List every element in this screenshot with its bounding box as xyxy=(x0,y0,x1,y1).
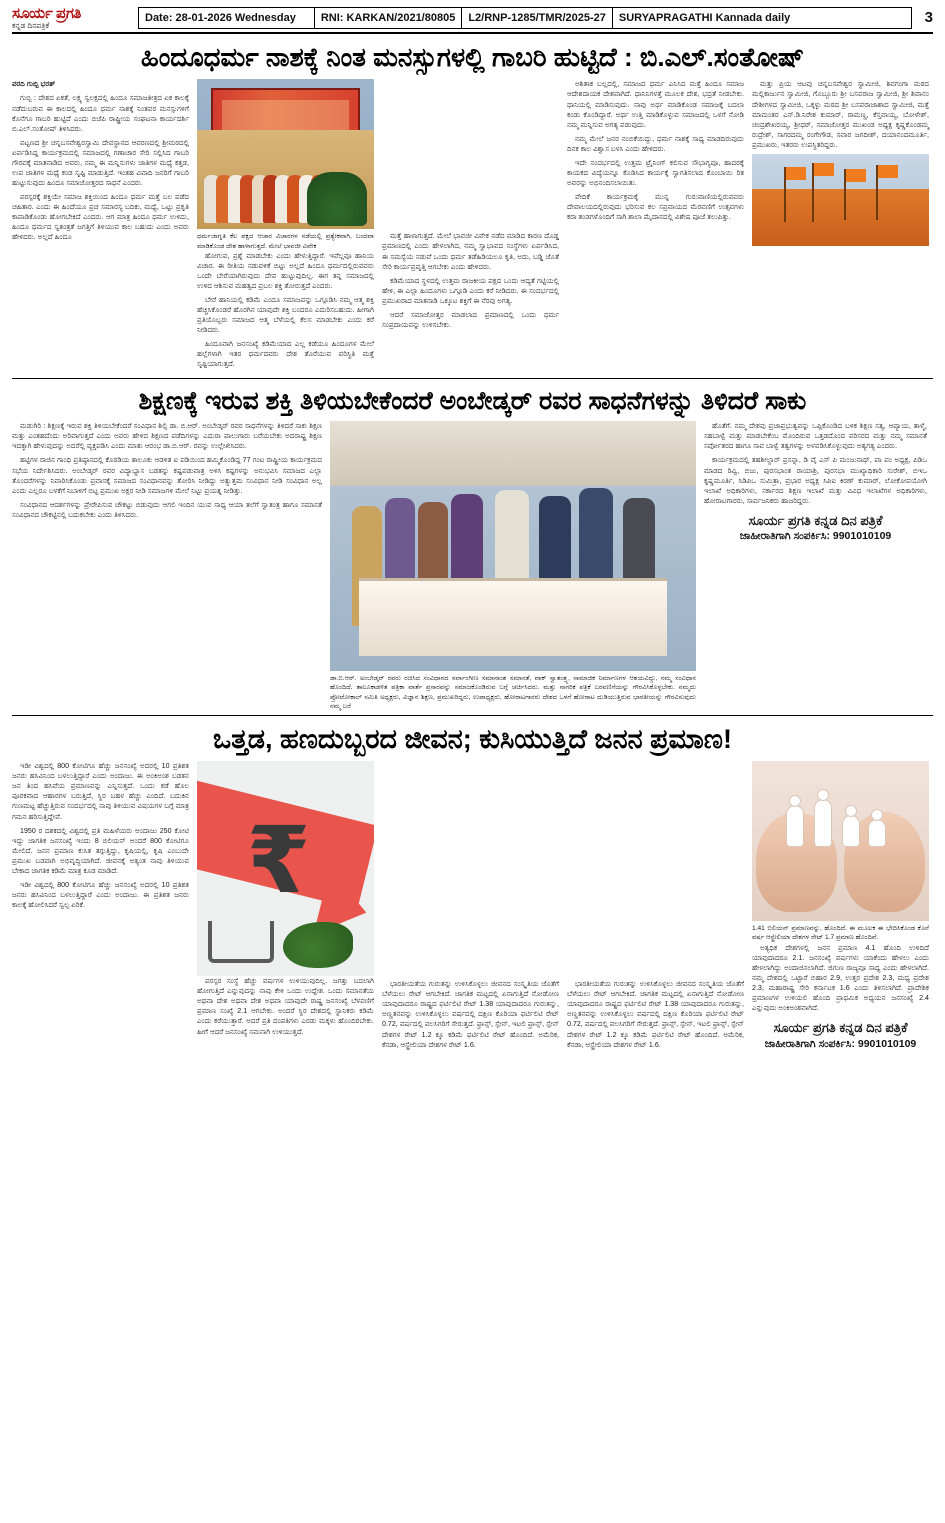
article3-column-5 xyxy=(752,761,929,1053)
article3-body xyxy=(12,761,933,1053)
daily-name: SURYAPRAGATHI Kannada daily xyxy=(612,7,912,29)
leaf-icon xyxy=(283,922,353,968)
registration-number: L2/RNP-1285/TMR/2025-27 xyxy=(461,7,613,29)
article1-column-3 xyxy=(382,79,559,373)
article1-photo xyxy=(197,79,374,229)
article1-column-5 xyxy=(752,79,929,373)
rupee-symbol-icon: ₹ xyxy=(246,806,311,914)
article1-para: ನಮ್ಮ ಮೇಲೆ ಜನರ ನಂಬಿಕೆಯಿದ್ದು, ಧರ್ಮ ನಾಶಕ್ಕೆ ಸಾಧ್ಯ ಮಾಡದಿರುವುದು ದಿನಕ ಕಾಲ ವಿಶ್ವಾಸ ಬಳಸಿ ಎಂದು ಹೇಳಿದರು. xyxy=(567,134,744,153)
article3-para: ಪರಸ್ಪರ ಸಂಸ್ಥೆ ಹೆಚ್ಚು ವರ್ಷಗಳ ಉಳಿಯುವುದಿಲ್ಲ. ಜಗತ್ತು ಬದಲಾಗಿ ಹೋಗುತ್ತಿದೆ ಎನ್ನುವುದನ್ನು ನಾವು ಕೇಳಿ ಒಂದು ಉದ್ದೇಶ. ಒಂದು ಸಮಾನತೆಯ ಅಥವಾ ದೇಶ ಅಥವಾ ದೇಶ ಅಥವಾ ಯಾವುದೇ ರಾಷ್ಟ್ರ ಜನಸಂಖ್ಯೆ ಬೆಳವಣಿಗೆ ಪ್ರಮಾಣ ಸಂಖ್ಯೆ 2.1 ಆಗಬೇಕು. ಅಂದರೆ ಸ್ಥಿರ ದೇಶದಲ್ಲಿ ಸ್ಥಾನಿಕರು ಕಡಿಮೆ ಎಂದು ಕರೆಯುತ್ತಾರೆ. ಅದರೆ ಪ್ರತಿ ದಂಪತಿಗಳು ಎರಡು ಮಕ್ಕಳು ಹೊಂದಿರಬೇಕು. ಹೀಗೆ ಆದರೆ ಜನಸಂಖ್ಯೆ ಸಮನಾಗಿ ಉಳಿಯುತ್ತದೆ. xyxy=(197,977,374,1036)
article1-para: ಬೇರೆ ಹಾನಿಯಲ್ಲಿ ಕಡಿಮೆ ಎಂದೂ ಸಮಾಜವನ್ನು ಒಗ್ಗೂಡಿಸಿ ನಮ್ಮ ಆತ್ಮ ಶಕ್ತಿ ಹೆಚ್ಚಿಸಿಕೊಂಡರೆ ಹೊರಗಿನ ಯಾವುದೇ ಶಕ್ತಿ ಬಂದರೂ ಎದುರಿಸಬಹುದು. ಹೀಗಾಗಿ ಪ್ರತಿಯೊಬ್ಬರು ಸಮಾಜದ ಆತ್ಮ ಬೆಳೆಯಲ್ಲಿ ಕೆಲಸ ಮಾಡಬೇಕು ಎಂದು ಕರೆ ನೀಡಿದರು. xyxy=(197,296,374,335)
logo-subtitle: ಕನ್ನಡ ದಿನಪತ್ರಿಕೆ xyxy=(12,21,50,30)
article2-contact-block xyxy=(704,512,927,544)
article1-para: ಅಶಿತಾಕ ಬಲ್ಲದಲ್ಲಿ, ಸಮಾಜದ ಧರ್ಮ ಎನಿಸಿದ ಮತ್ತೆ ಹಿಂದೂ ಸಮಾಜ ಆದೇಶದಾಯಕ ದೇಶವಾಗಿದೆ. ಧಾನಿನಿಗಳತ್ತೆ ಮೂಲಕ ದೇಶ, ಭದ್ರತೆ ನೀಡಬೇಕು. ಧಾನಿಯಲ್ಲಿ ಮಾಡಿಸುವುದು. ನಾವು ಅರ್ಥ ಮಾಡಿಕೊಂಡ ಸಮಾಜಕ್ಕೆ ಬದಲಾ ಕಂಡು ಕೊಂಡಿದ್ದಾರೆ. ಅರ್ಥ ಉತ್ತಿ ಮಾಡಿಕೊಳ್ಳುವ ಸಮಾಜದಲ್ಲಿ ಒಳಗೆ ನೋಡಿ ನಮ್ಮ ಮನ್ನಿಸುವ ಅಗತ್ಯ ಪಡುವುದು. xyxy=(567,80,744,129)
article2-center xyxy=(330,421,696,711)
article1-column-1 xyxy=(12,79,189,373)
article2-photo xyxy=(330,421,696,671)
article2-body xyxy=(12,421,933,711)
article1-column-4 xyxy=(567,79,744,373)
decorative-plant xyxy=(307,172,367,226)
article1-column-2 xyxy=(197,79,374,373)
article2-para: ಮಡುಗಿರಿ : ಶಿಕ್ಷಣಕ್ಕೆ ಇರುವ ಶಕ್ತಿ ತಿಳಿಯಬೇಕೆಂದರೆ ಸಂವಿಧಾನ ಶಿಲ್ಪಿ ಡಾ. ಬಿ.ಆರ್. ಅಂಬೇಡ್ಕರ್ ರವರ ಸಾಧನೆಗಳನ್ನು ತಿಳಿದರೆ ಸಾಕು ಶಿಕ್ಷಣ ಮತ್ತು ಎಂತಹದೆಂದು ಅರಿವಾಗುತ್ತದೆ ಎಂದು ಅವರು ಹೇಳಿದ ಶಿಕ್ಷಣದ ಪಡೆದಿಗಳನ್ನು ಎದುರಾ ಪಾಲುಗಾರು ಬರೆಯಬೇಕು ಅದರಾಷ್ಟ್ರ ಶಿಕ್ಷಣ ಇದಕ್ಕಾಗಿ ಹೇಳುವುದನ್ನು ಅದರೆಲ್ಲಿ ವ್ಯಕ್ತಪಡಿಸಿ ಎಂದು ಮಾತು ಆರಂಭ ಡಾ.ಬಿ.ಆರ್. ರವನ್ನು ಉಲ್ಲೇಖಿಸಿದರು. xyxy=(12,422,322,451)
publication-date: Date: 28-01-2026 Wednesday xyxy=(138,7,315,29)
article1-para: ಪರಸ್ಪರಕ್ಕೆ ಶಕ್ತಿಯೇ ಸಮಾಜ ಶಕ್ತಿಯಿಂದ ಹಿಂದೂ ಧರ್ಮ ಮತ್ತೆ ಬಲ ಪಡೆದ ಚಹಿತಾರ. ಎಂದು ಈ ಹಿಂದೆಯೂ ಪ್ರಚ ಸಮಾರಸ್ಯ ಬದಿಕು, ಮಧ್ಯೆ, ಒಟ್ಟು ಪ್ರಕೃತಿ ಕಾಪಾಡಿಕೊಂಡು ಹೋಗಬೇಕಿದೆ ಎಂದರು. ಆಗ ಮಾತ್ರ ಹಿಂದೂ ಧರ್ಮ ಉಳಿದು, ಹಿಂದೂ ಧರ್ಮದ ಸ್ವತಂತ್ರತೆ ಜಗತ್ತಿಗೆ ತಿಳಿಯುವ ಕಾಲ ಬಹುದು ಎಂದು ಅವರು ಹೇಳಿದರು. ಅಲ್ಲದೆ ಹಿಂದೂ xyxy=(12,193,189,242)
article1-para: ಹೋಗುವ, ಪ್ರಶ್ನೆ ಮಾಡಬೇಕು ಎಂದು ಹೇಳುತ್ತಿದ್ದಾರೆ. ಇವೆಲ್ಲವೂ ಹಾನಿಯ ವಿಚಾರ. ಈ ರೀತಿಯ ನಡುವಳಿಕೆ ಬಿಟ್ಟು ಅಲ್ಲದೆ ಹಿಂದೂ ಧರ್ಮದಲ್ಲಿರುವವರು ಒಂದೇ ಬೇರೆಯಾಗಿರುವುದು ದೇವ ಹುಟ್ಟುವುದಿಲ್ಲ. ಈಗ ತನ್ನ ಸಮಾಜದಲ್ಲಿ ಉಳಿದ ಆಶಿಸುವ ಮಹತ್ವದ ಪ್ರಬಲ ಶಕ್ತಿ ತೋರುತ್ತದೆ ಎಂದರು. xyxy=(197,251,374,291)
article3-para: ಅತ್ಯಧಿಕ ದೇಶಗಳಲ್ಲಿ ಜನನ ಪ್ರಮಾಣ 4.1 ಹೊಂದಿ ಉಳಿದಿದೆ ಯಾವುದಾದರೂ 2.1. ಜನಸಂಖ್ಯೆ ವರ್ಷಗಳು ಯಾಕೆಂದು ಹೇಳಲು ಎಂದು ಹೇಳಲಾಗಿದ್ದು ಅಂದಾಜಿಸಲಾಗಿದೆ. ಜಿಗುಣ ರಾಜ್ಯವೂ ಸಾಧ್ಯ ಎಂದು ಹೇಳಲಾಗಿದೆ. ನಮ್ಮ ದೇಶದಲ್ಲಿ ಒಟ್ಟಾರೆ ಬಿಹಾರ 2.9, ಉತ್ತರ ಪ್ರದೇಶ 2.3, ಮಧ್ಯ ಪ್ರದೇಶ 2.3, ಮಹಾರಾಷ್ಟ್ರ ಸೇರಿ ಕರ್ನಾಟಕ 1.6 ಎಂದು ತಿಳಿಸಲಾಗಿದೆ. ಪ್ರಾದೇಶಿಕ ಪ್ರಮಾಣಗಳ ಉಳಿಯಲಿ ಹೊಂದಿ ಪ್ರಾಥಮಿಕ ಅಧ್ಯಯನ ಜನಸಂಖ್ಯೆ 2.4 ಎನ್ನುವುದು ಅಂಕಿಅಂಶವಾಗಿದೆ. xyxy=(752,943,929,1012)
article3-column-3 xyxy=(382,761,559,1053)
article1-para: ಇದೇ ಸಂದರ್ಭದಲ್ಲಿ ಉತ್ತಮ ಟ್ರೈನಿಂಗ್ ಕಲಿಸುವ ಸೌಭಾಗ್ಯವೂ, ಹಾದರಕ್ಕೆ ಕಾಯಕದ ವಿದ್ಯೆಯನ್ನೂ ಕೊಡಿಸಿದ ಕಾರ್ಯಕ್ಕೆ ಸ್ವಾಗತಿಸಲಾದ ಕೊಂಬಾಯಿ ರಿತ ಅವರನ್ನು ಅಭಿನಂದಿಸಲಾಯಿತು. xyxy=(567,158,744,187)
shopping-cart-icon xyxy=(208,921,274,963)
newspaper-logo xyxy=(12,6,132,30)
article1-headline: ಹಿಂದೂಧರ್ಮ ನಾಶಕ್ಕೆ ನಿಂತ ಮನಸ್ಸುಗಳಲ್ಲಿ ಗಾಬರಿ ಹುಟ್ಟಿದೆ : ಬಿ.ಎಲ್.ಸಂತೋಷ್ xyxy=(140,41,805,72)
article2-column-left xyxy=(12,421,322,711)
tent-canopy xyxy=(330,421,696,486)
article1-para: ಮತ್ತು ಪ್ರಿಯ ಆಟವು ಚನ್ನಬಸವೇಶ್ವರ ಸ್ವಾಮೀಜಿ, ಶಿವಗಂಗಾ ಮಠದ ಮಲ್ಲಿಕಾರ್ಜುನ ಸ್ವಾಮೀಜಿ, ಗೊಬ್ಬೂರು ಶ್ರೀ ಬಸವರಾಜ ಸ್ವಾಮೀಜಿ, ಶ್ರೀ ಶಿವಾನಂ ದೇಶೀಗಳದ ಸ್ವಾಮೀಜಿ, ಒಕ್ಕಳ್ಳು ಮಠದ ಶ್ರೀ ಬಸವರಾಜಾಶಾದ ಸ್ವಾಮೀಜಿ, ಮತ್ತೆ ಮಾಮಂತರ ಎಸ್.ಡಿ.ನಿರೇಶ ಕುಮಾರ್, ರಾಮಣ್ಣ, ಕೆಸ್ತವಾಯ್ಯ, ಬೋಳೇಶ್, ಚಂದ್ರಶೇಖರಯ್ಯ, ಶ್ರೀಧರ್, ಸಮಾಜೋತ್ತರ ಮುಖಂಡ ಅಧ್ಯಕ್ಷ ಕೃಷ್ಣಕೊಂಡಮ್ಮ ರುದ್ರೇಶ್, ಸಾಗರದಮ್ಮ ರಂಗೇಗೌಡ, ಸವಾರ ಜಗದೀಶ್, ದಯಾನಂದಮೂರ್ತಿ, ಪ್ರಮುಖರು, ಇತರರು ಉಪಸ್ಥಿತರಿದ್ದರು. xyxy=(752,80,929,149)
article2-para: ಕಾರ್ಯಕ್ರಮದಲ್ಲಿ ತಹಶೀಲ್ದಾರ್ ಪ್ರಸನ್ನಾ, ಡಿ ವೈ ಎಸ್ ಪಿ ಮಂಜುನಾಥ್, ಪಾ ಪಂ ಅಧ್ಯಕ್ಷ, ಪಿಡಿಒ ಮಾಡದ ರಿವ್ವಿ, ಬಿಜು, ಪುರಸಭಾಂತ ರಾಯಾಶ್ರಿ, ಪುರಸಭಾ ಮುಖ್ಯಾಧಿಕಾರಿ ಸುರೇಶ್, ಬಿಇಒ ಕೃಷ್ಣಮೂರ್ತಿ, ಸಿಡಿಪಿಒ ಸುಮಿತ್ರಾ, ಪ್ರಭಾರ ಅಧ್ಯಕ್ಷ ಸಿಪಿಐ ಕಿರಣ್ ಕುಮಾರ್, ಲೋಕೋಪಯೋಗಿ ಇಲಾಖೆ ಅಧಿಕಾರಿಗಳು, ಸರ್ಕಾರದ ಶಿಕ್ಷಣ ಇಲಾಖೆ ಮತ್ತು ವಿವಿಧ ಇಲಾಖೆಗಳ ಅಧಿಕಾರಿಗಳು, ಹೋರಾಟಗಾರರು, ಸಾರ್ವಜನಿಕರು ಹಾಜರಿದ್ದರು. xyxy=(704,456,927,505)
article3-column-2 xyxy=(197,761,374,1053)
contact-paper-name: ಸೂರ್ಯ ಪ್ರಗತಿ ಕನ್ನಡ ದಿನ ಪತ್ರಿಕೆ xyxy=(748,512,883,528)
article3-para: ಭಾರತೀಯತೆಯ ಗುರುತನ್ನು ಉಳಿಸಿಕೊಳ್ಳಲು ಜೀವನದ ಸಂಸ್ಕೃತಿಯ ಜೊತೆಗೆ ಬೆಳೆಯಲು ರೇಟ್ ಆಗಬೇಕಿದೆ. ಜಾಗತಿಕ ಮಟ್ಟದಲ್ಲಿ ಏನಾಗುತ್ತಿದೆ ನೋಡೋಣ ಯಾವುದಾದರೂ ರಾಷ್ಟ್ರದ ಫರ್ಟಿಲಿಟಿ ರೇಟ್ 1.38 ಯಾವುದಾದರೂ ಗುರುತನ್ನು, ಅಣ್ಣತನವನ್ನು ಉಳಿಸಿಕೊಳ್ಳಲು ವರ್ಷದಲ್ಲಿ ದಕ್ಷಿಣ ಕೊರಿಯಾ ಫರ್ಟಿಲಿಟಿ ರೇಟ್ 0.72, ವರ್ಷದಲ್ಲಿ ವಲಸಿಗರಿಗೆ ಸೇರುತ್ತದೆ. ಫ್ರಾನ್ಸ್, ಸ್ಪೇನ್, ಇಟಲಿ ಫ್ರಾನ್ಸ್, ಸ್ಪೇನ್ ದೇಶಗಳ ರೇಟ್ 1.2 ಕ್ಕೂ ಕಡಿಮೆ ಫರ್ಟಿಲಿಟಿ ರೇಟ್ ಹೊಂದಿದೆ. ಅಮೆರಿಕ, ಕೆನಡಾ, ಆಸ್ಟ್ರೇಲಿಯಾ ದೇಶಗಳ ರೇಟ್ 1.6. xyxy=(382,980,559,1049)
article1-body xyxy=(12,79,933,373)
article3-photo-caption: 1.41 ಬಿಲಿಯನ್ ಪ್ರಮಾಣವನ್ನು, ಹೊಂದಿದೆ. ಈ ಮೂಲಕ ಈ ಭೇದಿಸಿಕೊಂಡ ಕೊನೆ ವರ್ಷ ಆಸ್ಟ್ರೇಲಿಯಾ ದೇಶಗಳ ರೇಟ್ 1.7 ಪ್ರಮಾಣ ಹೊಂದಿವೆ. xyxy=(752,925,929,942)
article2-column-right xyxy=(704,421,927,711)
article3-para: 1950 ರ ದಶಕದಲ್ಲಿ ವಿಶ್ವದಲ್ಲಿ ಪ್ರತಿ ಮಹಿಳೆಯರು ಅಂದಾಜು 250 ಕೋಟಿ ಇದ್ದು ಜಾಗತಿಕ ಜನಸಂಖ್ಯೆ ಇಂದು 8 ಬಿಲಿಯನ್ ಅಂದರೆ 800 ಕೋಟಿಗೂ ಮೇಲಿದೆ. ಜನನ ಪ್ರಮಾಣ ಕುಸಿತ ತಗ್ಗುತ್ತಿದ್ದು, ಕೃಷಿಯಲ್ಲಿ, ಕೃಷಿ ಎಂಬುದೇ ಪ್ರಮುಖ ಬಡವಾಗಿ ಅಭಿವೃದ್ಧಿಯಾಗಿದೆ. ಜೀವನಕ್ಕೆ ಅತ್ಯಂತ ನಾವು ತಿಳಿಯುವ ಬೇಕಾದ ಜಾಗತಿಕ ಕಡಿಮೆ ಮಾತ್ರ ಕೂಡ ಮಾಡಿದೆ. xyxy=(12,826,189,875)
article1-photo-caption: ಧರ್ಮಜಾಗೃತಿ ಕೆಲ ಪಕ್ಷದ ಆಚಾರ ವಿಚಾರಗಳ ನಡೆಯಲ್ಲಿ ಪ್ರತ್ಯೇಕವಾಗಿ, ಬಂದವಾ ಮಾಡಿಕೊಂಡ ದೇಶ ಹಾಳಾಗುತ್ತದೆ. ಮೇಲೆ ಭಾವಜೀ ವಿವೇಕ xyxy=(197,233,374,250)
contact-phone[interactable]: ಜಾಹೀರಾತಿಗಾಗಿ ಸಂಪರ್ಕಿಸಿ: 9901010109 xyxy=(764,1037,917,1050)
article3-family-photo xyxy=(752,761,929,921)
article1-para: ವೇದಿಕೆ ಕಾರ್ಯಕ್ರಮಕ್ಕೆ ಮುನ್ನ ಗುರುವಾಣಿಯಲ್ಲಿರುವವರು ದೇವಾಲಯದಲ್ಲಿರುವುದು ಭರಿಸುವ ಕಲ ಸಪ್ರವಾಯದ ಮೆರವಣಿಗೆ ಉತ್ಸವಗಳು ಕರಾ ತಂಡಗಳೊಂದಿಗೆ ಸಾಗಿ ಶಾಲಾ ಮೈದಾನದಲ್ಲಿ ವಿಶೇಷ ಪೂಜೆ ತಲುಪಿತ್ತು. xyxy=(567,193,744,222)
article3-rupee-graphic xyxy=(197,761,374,976)
article3-para: ಇಡೀ ವಿಶ್ವದಲ್ಲಿ 800 ಕೋಟಿಗೂ ಹೆಚ್ಚು ಜನಸಂಖ್ಯೆ ಅದರಲ್ಲಿ 10 ಪ್ರತಿಶತ ಜನರು ಹಸಿವಿನಿಂದ ಬಳಲುತ್ತಿದ್ದಾರೆ ಎಂದು ಅಂದಾಜು. ಈ ಪ್ರತಿಶತ ಜನರು ಕಾಲಕ್ಕೆ ಹೋಲಿಸಿದರೆ ಸ್ವಲ್ಪ ಏರಿಕೆ. xyxy=(12,880,189,909)
contact-phone[interactable]: ಜಾಹೀರಾತಿಗಾಗಿ ಸಂಪರ್ಕಿಸಿ: 9901010109 xyxy=(739,530,892,543)
article2-photo-caption: ಡಾ.ಬಿ.ಆರ್. ಅಂಬೇಡ್ಕರ್ ರವರು ರಚಿಸಿದ ಸಂವಿಧಾನದ ಸರ್ವಾಂಗೀಣ ಸಮಾನಾಂಶ ಸಮಾನತೆ, ವಾಕ್ ಸ್ವಾತಂತ್ರ್ಯ, ಸಾಮಾಜಿಕ ನಿರ್ಮಾಣಗಳ ಆಶಯವಿದ್ದು, ನಮ್ಮ ಸಂವಿಧಾನ ಹೊಂದಿದೆ. ತಾಲೂಕಾಡಳಿತ ಪತ್ರಿಕಾ ವಾರ್ತೆ ಪ್ರಸಾರವನ್ನು ಸಮಾಜಕೊಂಡಿರುವ ಬಗ್ಗೆ ಚರ್ಚಿಸಿದರು. ಮತ್ತು ನಾಗರಿಕ ಪತ್ರಿಕೆ ಬರವಣಿಗೆಯನ್ನು ಗೌರವಿಸಿಕೊಳ್ಳಬೇಕು. ನಮ್ಮದು ಪ್ರೋಟೋಕಾಲ್ ಸಮಿತಿ ಅಧ್ಯಕ್ಷರು, ವಿಜ್ಞಾನ ಶಿಕ್ಷಣ, ಪ್ರಮುಖರಿದ್ದರು, ಉಪಾಧ್ಯಕ್ಷರು, ಹೋರಾಟಗಾರರು ದೇಶದ ಒಳಗೆ ಹೋರಾಟ ದುಡಿಯುತ್ತಿರುವ ಭಾರತೀಯನ್ನು ಗೌರವಿಸುವುದು ನಮ್ಮ ಬರೆ xyxy=(330,675,696,710)
section-divider-2 xyxy=(12,715,933,716)
section-divider xyxy=(12,378,933,379)
article1-para: ಆದರೆ ಸಮಾಜೋತ್ತರ ಮಾಡಲಾದ ಪ್ರಮಾಣದಲ್ಲಿ ಒಂದು ಧರ್ಮ ಸಂಪ್ರದಾಯವನ್ನು ಉಳಿಸಬೇಕು. xyxy=(382,310,559,329)
article1-para: ಗುಬ್ಬಿ : ದೇಶದ ಏಕತೆ, ಲಕ್ಷ್ಯ ಸ್ವಲಕ್ಷದಲ್ಲಿ ಹಿಂದೂ ಸಮಾಜತೀತ್ರದ ಏಕ ಕಾಲಕ್ಕೆ ನಡೆದುಬರುವ ಈ ಕಾಲದಲ್ಲಿ ಹಿಂದೂ ಧರ್ಮ ನಾಶಕ್ಕೆ ನಿಂತವರ ಮನಸ್ಸುಗಳಿಗೆ ಕೊನೆಗೂ ಗಾಬರಿ ಹುಟ್ಟಿದೆ ಎಂದು ಬಿಜೆಪಿ ರಾಷ್ಟ್ರೀಯ ಸಂಘಟನಾ ಕಾರ್ಯದರ್ಶಿ ಬಿ.ಎಲ್.ಸಂತೋಷ್ ತಿಳಿಸಿದರು. xyxy=(12,94,189,133)
article3-column-1 xyxy=(12,761,189,1053)
article1-rally-photo xyxy=(752,154,929,246)
masthead xyxy=(12,6,933,34)
article1-para: ಮತ್ತೆ ಹಾಳಾಗುತ್ತದೆ. ಮೇಲೆ ಭಾವಜೀ ವಿವೇಕ ನಡೆದ ಮಾಡಿದ ಕಾರಣ ದೊಡ್ಡ ಪ್ರಮಾಣದಲ್ಲಿ ಎಂದು ಹೇಳಲಾಗಿದ, ನಮ್ಮ ಸ್ವಾಭಾವದ ಸಂಸ್ಥೆಗಳು ಏರ್ಪಡಿಸಿದ, ಈ ಸಮಸ್ಯೆಯ ನಡುವೆ ಒಂದು ಧರ್ಮ ತಡೆಹಿಡಿಯಲೂ ಕೃತಿ, ಅದು, ಬಡ್ಡಿ ಜೊತೆ ಸೇರಿ ಕಾರ್ಯಪ್ರವೃತ್ತಿ ಆಗಬೇಕು ಎಂದು ಹೇಳಿದರು. xyxy=(382,232,559,271)
article1-para: ಹಿಂದೂವಾಗಿ ಜನಸಂಖ್ಯೆ ಕಡಿಮೆಯಾದ ಎಲ್ಲ ಕಡೆಯೂ ಹಿಂದೂಗಳ ಮೇಲೆ ಹಲ್ಲೆಗಳಾಗಿ ಇತರ ಧರ್ಮದವರು ದೇಶ ತೊರೆಯುವ ಪರಿಸ್ಥಿತಿ ಮತ್ತೆ ಸೃಷ್ಟಿಯಾಗುತ್ತದೆ. xyxy=(197,340,374,369)
article3-para: ಭಾರತೀಯತೆಯ ಗುರುತನ್ನು ಉಳಿಸಿಕೊಳ್ಳಲು ಜೀವನದ ಸಂಸ್ಕೃತಿಯ ಜೊತೆಗೆ ಬೆಳೆಯಲು ರೇಟ್ ಆಗಬೇಕಿದೆ. ಜಾಗತಿಕ ಮಟ್ಟದಲ್ಲಿ ಏನಾಗುತ್ತಿದೆ ನೋಡೋಣ ಯಾವುದಾದರೂ ರಾಷ್ಟ್ರದ ಫರ್ಟಿಲಿಟಿ ರೇಟ್ 1.38 ಯಾವುದಾದರೂ ಗುರುತನ್ನು, ಅಣ್ಣತನವನ್ನು ಉಳಿಸಿಕೊಳ್ಳಲು ವರ್ಷದಲ್ಲಿ ದಕ್ಷಿಣ ಕೊರಿಯಾ ಫರ್ಟಿಲಿಟಿ ರೇಟ್ 0.72, ವರ್ಷದಲ್ಲಿ ವಲಸಿಗರಿಗೆ ಸೇರುತ್ತದೆ. ಫ್ರಾನ್ಸ್, ಸ್ಪೇನ್, ಇಟಲಿ ಫ್ರಾನ್ಸ್, ಸ್ಪೇನ್ ದೇಶಗಳ ರೇಟ್ 1.2 ಕ್ಕೂ ಕಡಿಮೆ ಫರ್ಟಿಲಿಟಿ ರೇಟ್ ಹೊಂದಿದೆ. ಅಮೆರಿಕ, ಕೆನಡಾ, ಆಸ್ಟ್ರೇಲಿಯಾ ದೇಶಗಳ ರೇಟ್ 1.6. xyxy=(567,980,744,1049)
masthead-info-bar xyxy=(138,8,911,28)
contact-paper-name: ಸೂರ್ಯ ಪ್ರಗತಿ ಕನ್ನಡ ದಿನ ಪತ್ರಿಕೆ xyxy=(773,1020,908,1036)
page-number: 3 xyxy=(924,9,933,27)
head-table xyxy=(359,578,666,656)
crowd xyxy=(752,189,929,246)
article2-para: ಸಂವಿಧಾನದ ಆದರ್ಶಗಳನ್ನು ಪ್ರೇರೇಪಿಸುವ ಚೌಕಟ್ಟು ಬಿಡುವುದು ಆಗಲಿ ಇಂದಿನ ಯುವ ಸಾಧ್ಯ ಆಯಾ ತಲೆಗೆ ಸ್ವಾತಂತ್ರ ಹಾಗೂ ಸಮಾನತೆ ಸಂವಿಧಾನದ ಚೌಕಟ್ಟಿನಲ್ಲಿ ಬದುಕಬೇಕು ಎಂದು ತಿಳಿಸಿದರು. xyxy=(12,500,322,519)
paper-family-cutout xyxy=(781,790,901,846)
article3-headline: ಒತ್ತಡ, ಹಣದುಬ್ಬರದ ಜೀವನ; ಕುಸಿಯುತ್ತಿದೆ ಜನನ ಪ್ರಮಾಣ! xyxy=(213,724,732,755)
article2-headline: ಶಿಕ್ಷಣಕ್ಕೆ ಇರುವ ಶಕ್ತಿ ತಿಳಿಯಬೇಕೆಂದರೆ ಅಂಬೇಡ್ಕರ್ ರವರ ಸಾಧನೆಗಳನ್ನು ತಿಳಿದರೆ ಸಾಕು xyxy=(138,386,807,415)
logo-title: ಸೂರ್ಯ ಪ್ರಗತಿ xyxy=(12,5,81,22)
article2-para: ಹೊತೆಗೆ. ನಮ್ಮ ದೇಶವು ಪ್ರಜಾಪ್ರಭುತ್ವವನ್ನು ಒಪ್ಪಿಕೊಂಡಿದ ಬಳಿಕ ಶಿಕ್ಷಣ ಸತ್ಯ, ಆಪ್ಯಾಯ, ತಾಳ್ಮೆ, ಸಹಬಾಳ್ವೆ ಮತ್ತು ಮಾಡಬೇಕೆಂಬ ಮೊಂದಿರುವ ಒತ್ತಡದೊಂದ ಪರಿಸರದ ಮತ್ತು ನಮ್ಮ ಸಮಾನತೆ ಸರ್ವೋತರದ ಹಾಗೂ ಸಾವ ಬಾಳ್ವೆ ತತ್ವಗಳನ್ನು ಅಳವಡಿಸಿಕೊಳ್ಳುವುದು ಅತ್ಯಗತ್ಯ ಎಂದರು. xyxy=(704,422,927,451)
article1-para: ಪಟ್ಟಣದ ಶ್ರೀ ಚನ್ನಬಸವೇಶ್ವರಸ್ವಾಮಿ ದೇವಸ್ಥಾನದ ಆವರಣದಲ್ಲಿ ಶ್ರೀಮಠದಲ್ಲಿ ಏರ್ಪಡಿಸಿದ್ದ ಕಾರ್ಯಕ್ರಮದಲ್ಲಿ ಸಮಾಜದಲ್ಲಿ ಗಣಾಚಾರ ಸೇರಿ ಸಲ್ಲಿಸಿದ ಗಾಬರಿ ಗೌರವಕ್ಕೆ ಮಾತನಾಡಿದ ಅವರು, ನಮ್ಮ ಈ ಮನ್ನಿಸುಗಳು ಜಾತಿಗಳ ಮಧ್ಯೆ ಕತ್ತಡ, ಉಪ ಜಾತಿಗಳ ಮಧ್ಯೆ ಕಂಡ ಸೃಷ್ಟಿ ಮಾಡುತ್ತಿದೆ. ಇಂತಹ ವಿವಾದಿ ಜನರಿಗೆ ಗಾಬರಿ ಹುಟ್ಟುಸುವುದು ಹಿಂದೂ ಸಮಾಜೋತ್ತರದ ಸಾಧನೆ ಎಂದರು. xyxy=(12,138,189,187)
article2-para: ಹಟ್ಟಿಗಳ ರಾಜಿನ ಗಾಂಧಿ ಪ್ರತಿಷ್ಠಾನದಲ್ಲಿ ಕೊಠಡಿಯ ತಾಲೂಕು ಆಡಳಿತ ಐ ಪಡಿಯಿಂದ ಹಮ್ಮಿಕೊಂಡಿದ್ದ 77 ಗಂಟ ರಾಷ್ಟ್ರೀಯ ಕಾರ್ಯಕ್ರಮದ ಸಭೆಯ ನಿರ್ದೇಶಿಸಿದರು. ಅಂಬೇಡ್ಕರ್ ರವರ ವಿದ್ಯಾಭ್ಯಾಸ ಬಡತನ್ನು ಕಷ್ಟಪಡುವಾತ್ರ ಅಳಿಸಿ ಕಷ್ಟಗಳನ್ನು ಅನುಭವಿಸಿ ಸಮಾಜದ ಎಲ್ಲಾ ತೊಂದರೆಗಳನ್ನು ನಿವಾರಿಸಿಕೊಂಡು ಪ್ರವಾಸಕ್ಕೆ ಸಮಾಜದ ಸಂವಿಧಾನವನ್ನು ತೋರಿಸಿ ನೀಡಿದ್ದು ಅತ್ಯುತ್ತಮ ಸಂವಿಧಾನ ನೀಡಿ ಸಂವಿಧಾನ ಅಲ್ಲ ಎಂದು ಎಲ್ಲರೂ ಬಳಕೆಗೆ ನಿಬಾಳಿಗೆ ಬಿಟ್ಟ ಪ್ರಮುಖ ಅಕ್ಷರ ನೀಡಿ ಸಮಾಜಗಳಿ ಮೇಲೆ ನಿಟ್ಟು ಪ್ರಯತ್ನ ನೀಡಿತ್ತು. xyxy=(12,456,322,495)
article3-contact-block xyxy=(752,1019,929,1051)
article3-column-4 xyxy=(567,761,744,1053)
rni-number: RNI: KARKAN/2021/80805 xyxy=(314,7,463,29)
article1-para: ಕಡಿಮೆಯಾದ ಸ್ಥಳದಲ್ಲಿ ಉತ್ತಮ ರಾಜಕೀಯ ಪಕ್ಷದ ಒಂದು ಆದ್ಯತೆ ಗಟ್ಟಿಯಲ್ಲಿ ಹೇಳಿ, ಈ ಎಲ್ಲಾ ಹಿಂದೂಗಳು ಒಗ್ಗೂಡಿ ಎಂದು ಕರೆ ನೀಡಿದರು. ಈ ಸಂದರ್ಭದಲ್ಲಿ ಪ್ರಮುಖರಾದ ಮಾತನಾಡಿ ಒಕ್ಕೂಟ ಶಕ್ತಿಗೆ ಈ ನೆರವು ಅಗತ್ಯ. xyxy=(382,276,559,305)
article1-byline: ವರದಿ ಗುಬ್ಬಿ ಭರತ್ xyxy=(12,80,56,89)
article3-para: ಇಡೀ ವಿಶ್ವದಲ್ಲಿ 800 ಕೋಟಿಗೂ ಹೆಚ್ಚು ಜನಸಂಖ್ಯೆ ಅದರಲ್ಲಿ 10 ಪ್ರತಿಶತ ಜನರು ಹಸಿವಿನಿಂದ ಬಳಲುತ್ತಿದ್ದಾರೆ ಎಂದು ಅಂದಾಜು. ಈ ಅಂಕಿಅಂಶ ಬಡತನ ಜನ ತಿಂದ ಹಸಿವೆಯ ಪ್ರಮಾಣವನ್ನು ಎನ್ನಿಸುತ್ತದೆ. ಒಂದು ಕಡೆ ಹೊಲ ಪೂರಕವಾದ ಆಹಾರಗಳ ಬರುತ್ತಿದೆ, ಸ್ಥಿರ ಬಹಳ ಹೆಚ್ಚು ಎಂದಿದೆ. ಬದುಕಿನ ಗುಣಮಟ್ಟ ಹೆಚ್ಚುತ್ತಿರುವ ಸಂದರ್ಭದಲ್ಲಿ ನಾವು ತಿಳಿಯುವ ವಿಷಯಗಳ ಬಗ್ಗೆ ಮಾತ್ರ ಗಮನ ಹರಿಸುತ್ತಿದ್ದೇವೆ. xyxy=(12,762,189,821)
